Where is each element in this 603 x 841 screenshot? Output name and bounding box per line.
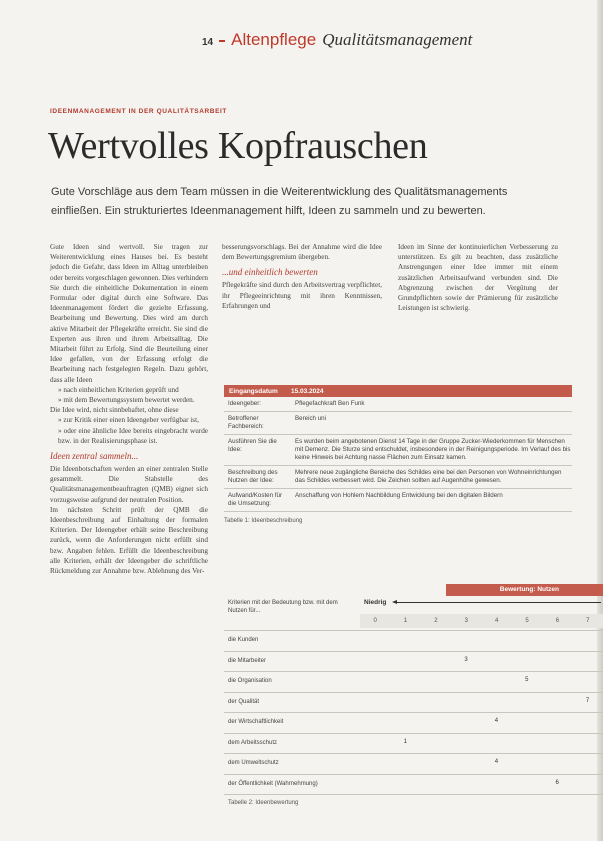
- body-column-3: [398, 242, 558, 313]
- subheading: ...und einheitlich bewerten: [222, 267, 318, 278]
- running-head: [202, 30, 472, 52]
- row-label: Ausführen Sie die Idee:: [228, 438, 277, 453]
- paragraph: Ideen im Sinne der kontinuierlichen Verbesserung zu unterstützen. Es gilt zu beachten, dass zusätzliche Anstrengungen einer Idee immer mit einem zusätzlichen Arbeitsaufwand verbunden sind. Die Abgrenzung zwischen der Vergütung der Grundpflichten sowie der Prämierung für zusätzliche Leistungen ist schwierig.: [398, 243, 558, 313]
- score-mark: 1: [403, 738, 407, 745]
- row-value: Bereich uni: [295, 415, 326, 422]
- body-column-1: [50, 242, 208, 576]
- table-row: [224, 734, 603, 755]
- header-separator: [219, 40, 225, 42]
- row-label: der Qualität: [228, 698, 260, 705]
- table-row: [224, 754, 603, 775]
- score-mark: 6: [555, 779, 559, 786]
- score-mark: 7: [585, 697, 590, 704]
- table-row: [224, 412, 572, 435]
- page-number: 14: [202, 37, 214, 48]
- row-label: Aufwand/Kosten für die Umsetzung:: [228, 492, 283, 507]
- table-row: [224, 435, 572, 466]
- row-label: Beschreibung des Nutzen der Idee:: [228, 469, 278, 484]
- scale-number: 3: [464, 618, 468, 624]
- evaluation-rows: [224, 631, 603, 795]
- row-label: die Kunden: [228, 637, 259, 643]
- table-row: [224, 693, 603, 714]
- table-row: [224, 775, 603, 796]
- table-row: [224, 652, 603, 673]
- scale-number: 6: [555, 618, 560, 624]
- section-title: Qualitätsmanagement: [322, 30, 473, 49]
- table-caption: Tabelle 2: Ideenbewertung: [228, 800, 299, 806]
- scale-number: 0: [373, 618, 377, 624]
- criteria-list: [50, 385, 208, 405]
- scale-numbers: [360, 614, 603, 628]
- paragraph: Die Idee wird, nicht sinnbehaftet, ohne diese: [50, 406, 179, 415]
- row-label: dem Arbeitsschutz: [228, 739, 278, 746]
- table-row: [224, 713, 603, 734]
- row-label: dem Umweltschutz: [228, 760, 279, 766]
- table-row: [224, 466, 572, 489]
- magazine-brand: Altenpflege: [231, 30, 317, 49]
- table-row: [224, 489, 572, 512]
- subheading: Ideen zentral sammeln...: [50, 451, 139, 462]
- scale-number: 7: [586, 618, 590, 624]
- row-value: Anschaffung von Hohlem Nachbildung Entwicklung bei den digitalen Bildern: [295, 492, 503, 499]
- row-label: die Organisation: [228, 678, 272, 684]
- evaluation-band: Bewertung: Nutzen: [224, 584, 603, 596]
- idea-description-table: [224, 385, 572, 524]
- list-item: » mit dem Bewertungssystem bewertet werden.: [58, 395, 208, 405]
- row-value: Es wurden beim angebotenen Dienst 14 Tage in der Gruppe Zucker-Wiederkommen für Menschen mit Demenz. Die Sturze sind entschuldet, insbesondere in der Reinigungsperiode. Im Verlauf des bis keine Hinweis bei Achtung nasse Flächen zum Einsatz kamen.: [295, 438, 571, 461]
- scale-number: 1: [403, 618, 408, 624]
- score-mark: 4: [494, 759, 499, 765]
- paragraph: besserungsvorschlags. Bei der Annahme wird die Idee dem Bewertungsgremium übergeben.: [222, 243, 382, 262]
- list-item: » nach einheitlichen Kriterien geprüft und: [58, 385, 208, 395]
- score-mark: 5: [525, 677, 529, 683]
- table-row: [224, 397, 572, 412]
- row-value: Mehrere neue zugängliche Bereiche des Schildes eine bei den Personen von Wohneinrichtungen das Schildes verbessert wird. Die Zeichen sollten auf Augenhöhe gewesen.: [295, 469, 562, 484]
- row-value: Pflegefachkraft Ben Funk: [295, 400, 365, 407]
- list-item: » oder eine ähnliche Idee bereits eingebracht wurde bzw. in der Realisierungsphase ist.: [58, 426, 208, 446]
- header-value: 15.03.2024: [291, 387, 324, 395]
- row-label: Betroffener Fachbereich:: [228, 415, 264, 430]
- table-caption: Tabelle 1: Ideenbeschreibung: [224, 518, 303, 524]
- list-item: » zur Kritik einer einen Ideengeber verfügbar ist,: [58, 415, 208, 425]
- rejection-list: [50, 415, 208, 446]
- paragraph: Die Ideenbotschaften werden an einer zentralen Stelle gesammelt. Die Stabstelle des Qualitätsmanagementbeauftragten (QMB) eignet sich vorzugsweise aufgrund der neutralen Position.: [50, 465, 208, 504]
- row-label: die Mitarbeiter: [228, 657, 267, 664]
- scale-number: 2: [434, 618, 438, 624]
- criteria-label: Kriterien mit der Bedeutung bzw. mit dem Nutzen für...: [228, 600, 338, 614]
- score-mark: 3: [464, 656, 468, 663]
- table-row: [224, 672, 603, 693]
- table-header: [224, 385, 572, 397]
- row-label: der Öffentlichkeit (Wahrnehmung): [228, 780, 318, 787]
- criteria-header: [224, 596, 603, 631]
- paragraph: Pflegekräfte sind durch den Arbeitsvertrag verpflichtet, ihr Pflegeeinrichtung mit ihren Kenntnissen, Erfahrungen und: [222, 281, 382, 310]
- table-row: [224, 631, 603, 652]
- scale-label: Niedrig: [364, 599, 387, 606]
- scale-number: 5: [525, 618, 529, 624]
- row-label: der Wirtschaftlichkeit: [228, 719, 284, 725]
- band-spacer: [224, 584, 446, 596]
- article-headline: Wertvolles Kopfrauschen: [48, 125, 428, 167]
- article-kicker: IDEENMANAGEMENT IN DER QUALITÄTSARBEIT: [50, 108, 227, 115]
- header-label: Eingangsdatum: [229, 387, 278, 395]
- idea-evaluation-table: [224, 584, 603, 806]
- article-lead: Gute Vorschläge aus dem Team müssen in die Weiterentwicklung des Qualitätsmanagements einfließen. Ein strukturiertes Ideenmanagement hilft, Ideen zu sammeln und zu bewerten.: [51, 186, 508, 217]
- body-column-2: [222, 242, 382, 311]
- scale-arrow-icon: [396, 602, 601, 603]
- paragraph: Gute Ideen sind wertvoll. Sie tragen zur Weiterentwicklung eines Hauses bei. Es besteht jedoch die Gefahr, dass Ideen im Alltag unterbleiben oder bereits vorgeschlagen gewonnen. Dies verhindern Sie durch die einheitliche Dokumentation in einem Formular oder digital durch eine Software. Das Ideenmanagement fördert die gezielte Erfassung, Bearbeitung und Bewertung. Dies wird am durch aktive Mitarbeit der Pflegekräfte erreicht. Sie sind die Experten aus ihren und ihrem Arbeitsalltag. Die Mitarbeit führt zu Erfolg. Sind die Beurteilung einer Idee gefallen, von der Erfassung erfolgt die Bearbeitung nach festgelegten Regeln. Dazu gehört, dass alle Ideen: [50, 243, 208, 384]
- row-label: Ideengeber:: [228, 400, 262, 407]
- score-mark: 4: [494, 718, 499, 724]
- scale-number: 4: [495, 618, 499, 624]
- paragraph: Im nächsten Schritt prüft der QMB die Ideenbeschreibung auf Einhaltung der formalen Kriterien. Der Ideengeber erhält seine Beschreibung zurück, wenn die Anforderungen nicht erfüllt sind bzw. Angaben fehlen. Erfüllt die Ideenbeschreibung alle Kriterien, erhält der Ideengeber die schriftliche Rückmeldung zur Annahme bzw. Ablehnung des Ver-: [50, 505, 208, 576]
